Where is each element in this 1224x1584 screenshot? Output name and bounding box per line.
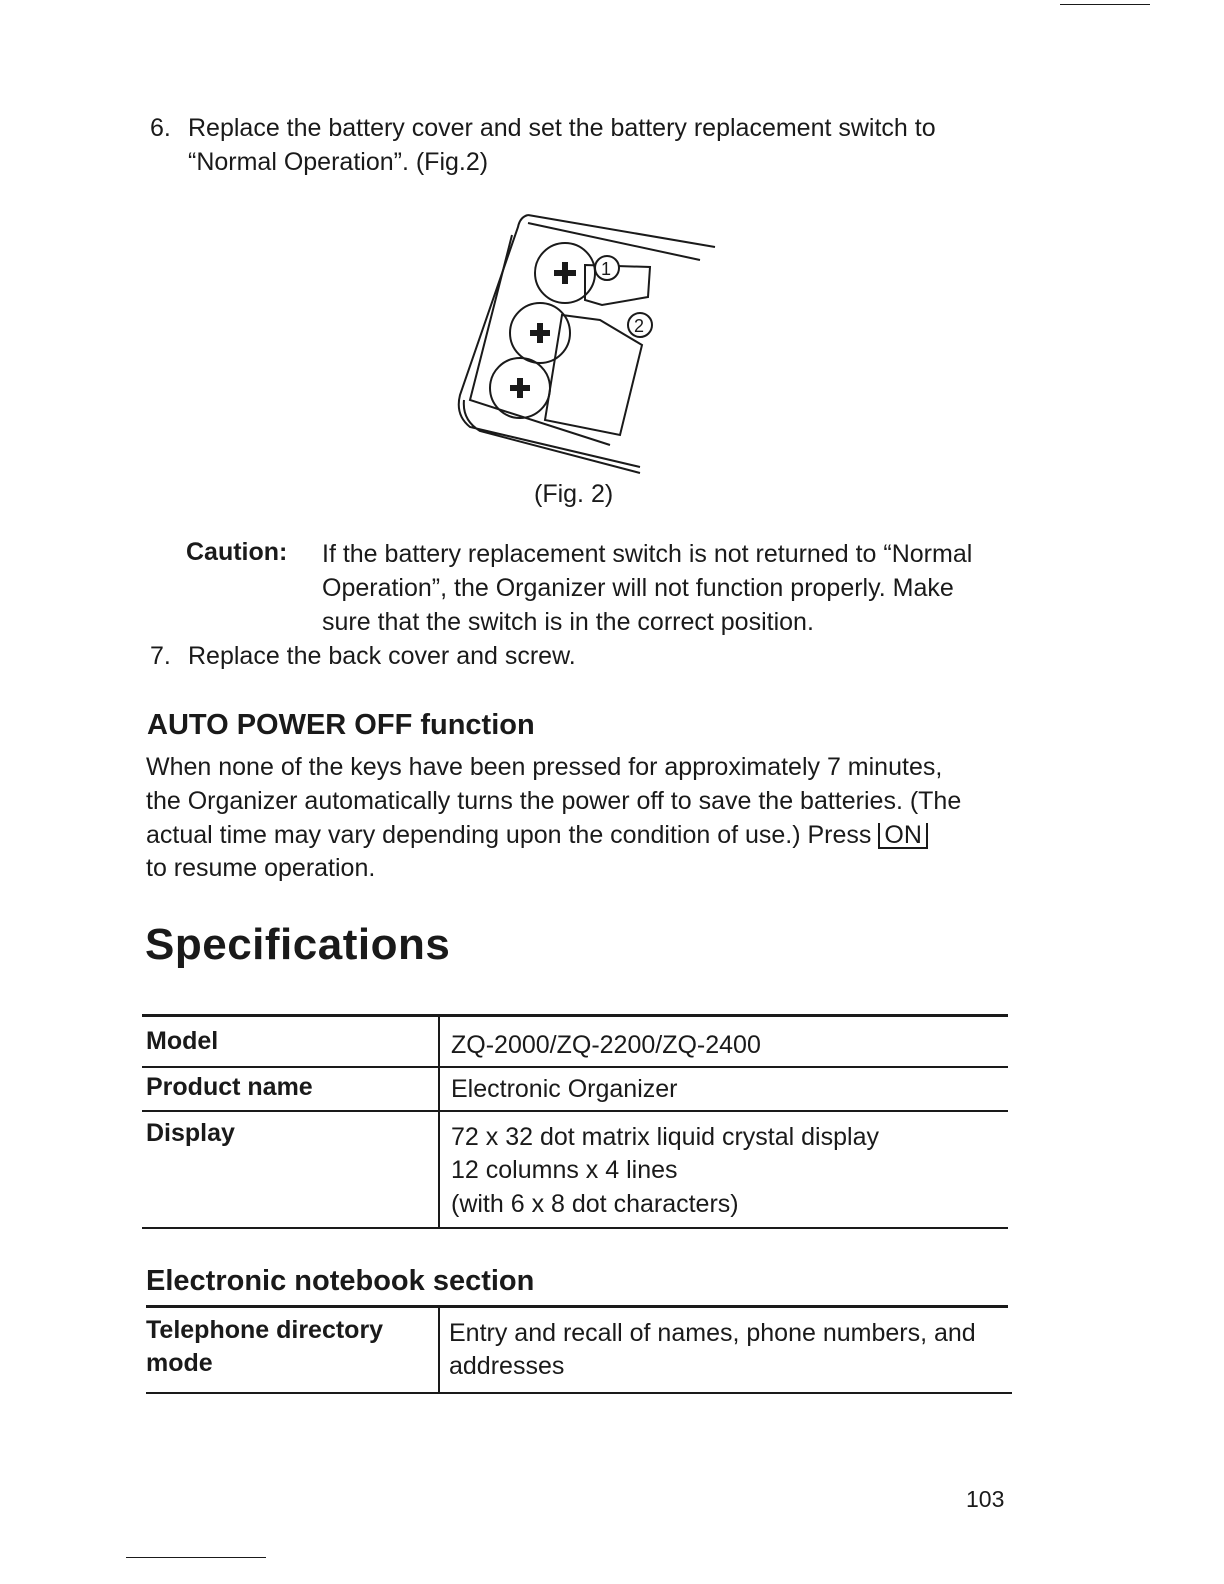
auto-power-text-3 (146, 818, 928, 852)
spec-value-telephone-1: Entry and recall of names, phone numbers, and (449, 1319, 976, 1347)
spec-value-telephone-2: addresses (449, 1352, 565, 1380)
footer-line (126, 1557, 266, 1558)
table-row-rule (142, 1110, 1008, 1112)
spec-value-model: ZQ-2000/ZQ-2200/ZQ-2400 (451, 1031, 761, 1059)
figure-caption: (Fig. 2) (534, 480, 614, 508)
battery-compartment-figure (450, 205, 720, 475)
table-bottom-rule (142, 1227, 1008, 1229)
spec-value-display-2: 12 columns x 4 lines (451, 1156, 678, 1184)
specifications-title: Specifications (145, 920, 451, 969)
step-6-number: 6. (150, 114, 171, 142)
caution-text-3: sure that the switch is in the correct position. (322, 608, 814, 636)
notebook-table-top-rule (146, 1305, 1008, 1308)
notebook-table-bottom-rule (146, 1392, 1012, 1394)
auto-power-text-1: When none of the keys have been pressed for approximately 7 minutes, (146, 753, 943, 781)
spec-value-product-name: Electronic Organizer (451, 1075, 678, 1103)
spec-label-display: Display (146, 1119, 235, 1147)
auto-power-heading: AUTO POWER OFF function (147, 709, 535, 741)
table-top-rule (142, 1014, 1008, 1017)
table-column-divider (438, 1016, 440, 1228)
svg-text:1: 1 (601, 259, 612, 279)
notebook-section-heading: Electronic notebook section (146, 1265, 535, 1297)
table-row-rule (142, 1066, 1008, 1068)
caution-text-1: If the battery replacement switch is not returned to “Normal (322, 540, 973, 568)
svg-text:2: 2 (634, 316, 645, 336)
auto-power-text-4: to resume operation. (146, 854, 376, 882)
step-7-text: Replace the back cover and screw. (188, 642, 576, 670)
spec-value-display-3: (with 6 x 8 dot characters) (451, 1190, 739, 1218)
spec-label-telephone: Telephone directory (146, 1316, 384, 1344)
step-6-text-2: “Normal Operation”. (Fig.2) (188, 148, 489, 176)
caution-label: Caution: (186, 538, 288, 566)
spec-label-telephone-2: mode (146, 1349, 213, 1377)
step-7-number: 7. (150, 642, 171, 670)
spec-label-product-name: Product name (146, 1073, 313, 1101)
auto-power-text-3-body: actual time may vary depending upon the condition of use.) Press (146, 821, 872, 849)
caution-text-2: Operation”, the Organizer will not function properly. Make (322, 574, 954, 602)
top-edge-line (1060, 4, 1150, 5)
page-number: 103 (966, 1486, 1005, 1512)
on-key: ON (878, 823, 928, 849)
spec-label-model: Model (146, 1027, 219, 1055)
notebook-column-divider (438, 1307, 440, 1393)
spec-value-display-1: 72 x 32 dot matrix liquid crystal display (451, 1123, 879, 1151)
auto-power-text-2: the Organizer automatically turns the power off to save the batteries. (The (146, 787, 962, 815)
step-6-text: Replace the battery cover and set the battery replacement switch to (188, 114, 936, 142)
